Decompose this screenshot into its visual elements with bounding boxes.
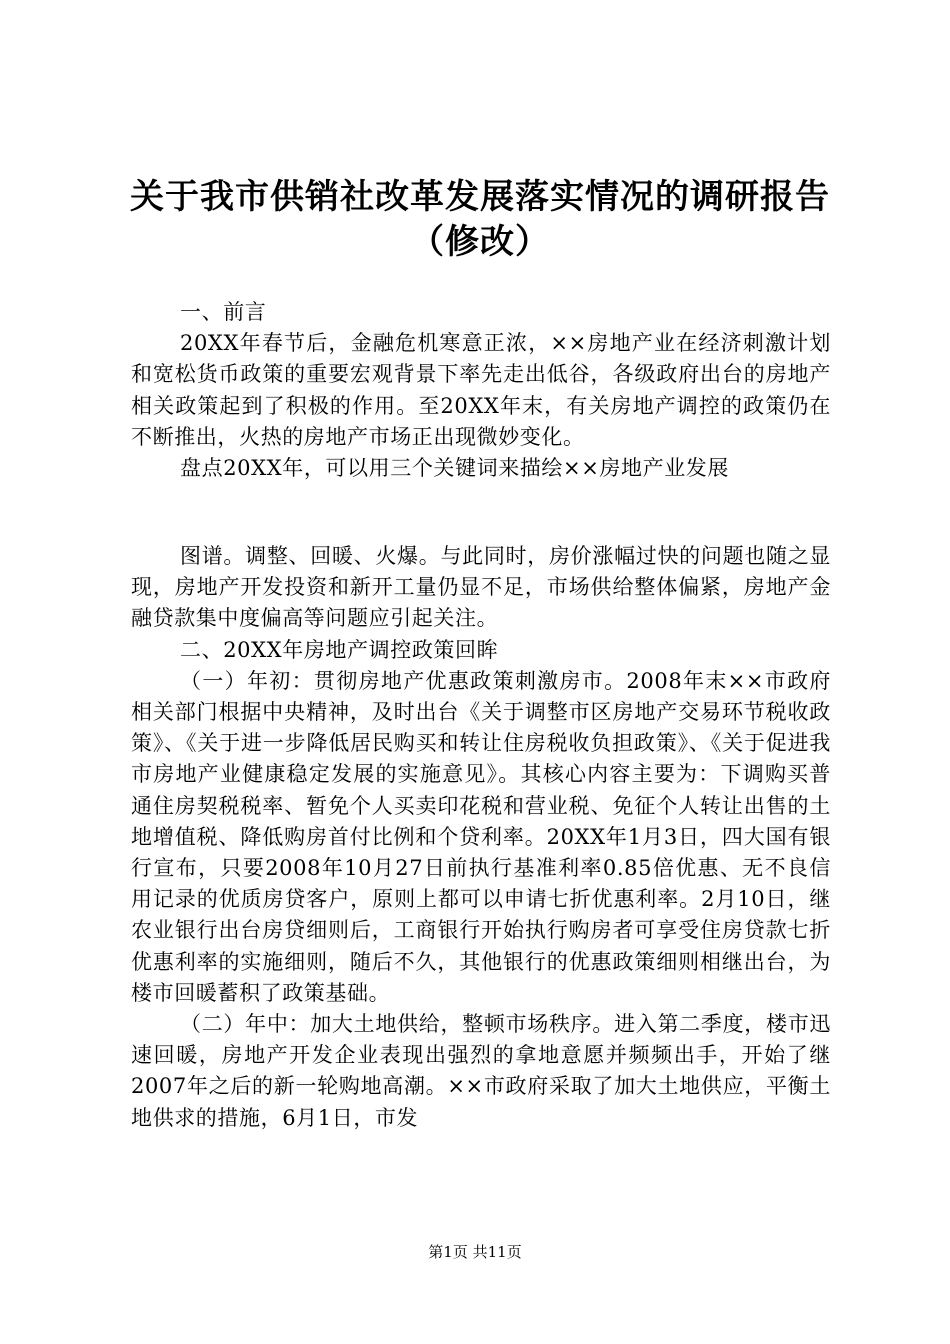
paragraph-early-year-policy: （一）年初：贯彻房地产优惠政策刺激房市。2008年末××市政府相关部门根据中央精神，及时出台《关于调整市区房地产交易环节税收政策》、《关于进一步降低居民购买和转让住房税收负担政策》、《关于促进我市房地产业健康稳定发展的实施意见》。其核心内容主要为：下调购买普通住房契税税率、暂免个人买卖印花税和营业税、免征个人转让出售的土地增值税、降低购房首付比例和个贷利率。20XX年1月3日，四大国有银行宣布，只要2008年10月27日前执行基准利率0.85倍优惠、无不良信用记录的优质房贷客户，原则上都可以申请七折优惠利率。2月10日，继农业银行出台房贷细则后，工商银行开始执行购房者可享受住房贷款七折优惠利率的实施细则，随后不久，其他银行的优惠政策细则相继出台，为楼市回暖蓄积了政策基础。 [131, 668, 831, 1005]
section-heading-policy-review: 二、20XX年房地产调控政策回眸 [180, 637, 499, 662]
body-text-block-2 [131, 541, 831, 1134]
paragraph-summary-start: 盘点20XX年，可以用三个关键词来描绘××房地产业发展 [180, 456, 730, 481]
document-title-suffix: （修改） [410, 222, 550, 262]
paragraph-mid-year-policy: （二）年中：加大土地供给，整顿市场秩序。进入第二季度，楼市迅速回暖，房地产开发企业表现出强烈的拿地意愿并频频出手，开始了继2007年之后的新一轮购地高潮。××市政府采取了加大土地供应，平衡土地供求的措施，6月1日，市发 [131, 1012, 831, 1130]
section-heading-preface: 一、前言 [180, 300, 267, 324]
paragraph-intro: 20XX年春节后，金融危机寒意正浓，××房地产业在经济刺激计划和宽松货币政策的重要宏观背景下率先走出低谷，各级政府出台的房地产相关政策起到了积极的作用。至20XX年末，有关房地产调控的政策仍在不断推出，火热的房地产市场正出现微妙变化。 [131, 331, 831, 449]
page-number-footer: 第1页 共11页 [428, 1243, 522, 1261]
document-title: 关于我市供销社改革发展落实情况的调研报告 [130, 177, 830, 217]
paragraph-summary-continued: 图谱。调整、回暖、火爆。与此同时，房价涨幅过快的问题也随之显现，房地产开发投资和新开工量仍显不足，市场供给整体偏紧，房地产金融贷款集中度偏高等问题应引起关注。 [131, 544, 831, 631]
body-text-block-1 [131, 297, 831, 484]
